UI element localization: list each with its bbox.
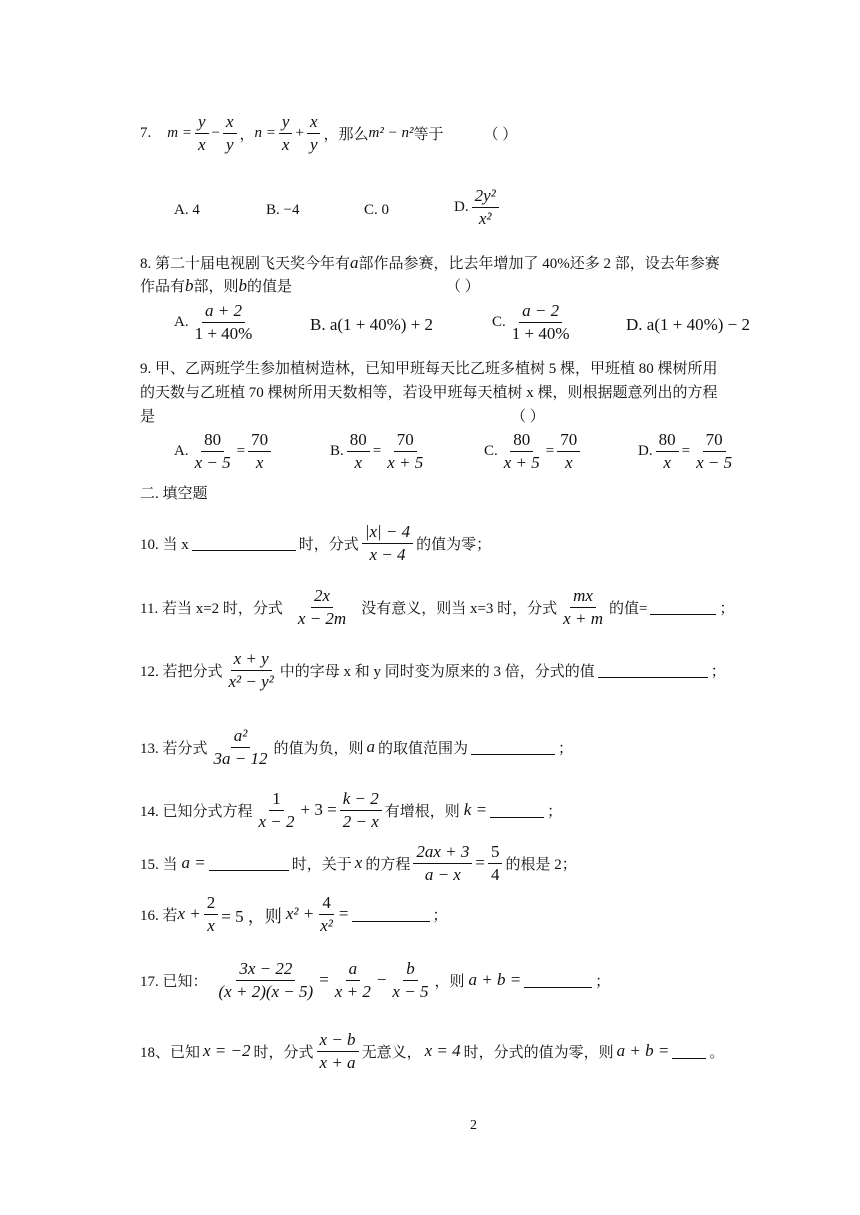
question-11 <box>140 586 734 628</box>
q9-optc-rd: x <box>564 452 573 472</box>
q7-frac-4 <box>307 112 321 154</box>
q16-d1: x <box>207 915 215 935</box>
q16-text-a: 16. 若 <box>140 907 178 924</box>
q8-opta-num: a + 2 <box>202 301 245 323</box>
q9-optb-rn: 70 <box>394 430 417 452</box>
q14-k: k = <box>463 800 488 820</box>
q17-n2: a <box>346 959 361 981</box>
q7-comma: ， <box>239 126 255 143</box>
q8-text-1b: 部作品参赛，比去年增加了 40%还多 2 部，设去年参赛 <box>358 256 720 272</box>
q16-x-plus: x + <box>177 904 201 924</box>
q15-d1: a − x <box>424 864 461 884</box>
q18-cond-1: x = −2 <box>203 1041 251 1061</box>
q17-frac-3 <box>389 959 431 1001</box>
q9-opta-rhs <box>248 430 271 472</box>
q9-opta-rn: 70 <box>248 430 271 452</box>
q11-n1: 2x <box>311 586 333 608</box>
q7-f3-num: y <box>279 112 293 134</box>
q10-text-c: 的值为零； <box>416 536 492 553</box>
q7-frac-2 <box>223 112 237 154</box>
q12-num: x + y <box>231 649 272 671</box>
q12-frac <box>226 649 277 691</box>
q10-text-a: 10. 当 x <box>140 536 189 553</box>
q9-answer-paren: （ ） <box>511 409 545 425</box>
q14-plus: + 3 = <box>300 800 337 820</box>
q9-line-2: 的天数与乙班植 70 棵树所用天数相等，若设甲班每天植树 x 棵，则根据题意列出的方程 <box>140 385 718 401</box>
q9-line-1: 9. 甲、乙两班学生参加植树造林，已知甲班每天比乙班多植树 5 棵，甲班植 80 棵树所用 <box>140 361 718 377</box>
q16-eq: = <box>338 904 349 924</box>
q9-optc-eq: = <box>545 442 555 459</box>
q7-f2-den: y <box>225 134 234 154</box>
q16-n2: 4 <box>319 893 334 915</box>
q17-text-a: 17. 已知： <box>140 973 208 990</box>
question-7 <box>140 112 517 154</box>
q14-frac-2 <box>340 789 382 831</box>
section-fill-blank-heading: 二. 填空题 <box>140 486 208 502</box>
question-12 <box>140 649 726 691</box>
q9-optd-eq: = <box>681 442 691 459</box>
q17-d2: x + 2 <box>334 981 371 1001</box>
q13-text-c: 的取值范围为 <box>378 740 469 757</box>
q7-f1-den: x <box>197 134 206 154</box>
q7-op2: + <box>295 124 304 141</box>
q18-ab: a + b = <box>616 1041 670 1061</box>
q7-expr: m² − n² <box>368 124 414 141</box>
q9-line-3 <box>140 405 545 426</box>
q8-optc-num: a − 2 <box>519 301 562 323</box>
q9-optb-eq: = <box>372 442 382 459</box>
q8-answer-paren: （ ） <box>446 279 480 295</box>
q11-frac-2 <box>560 586 606 628</box>
q12-text-b: 中的字母 x 和 y 同时变为原来的 3 倍，分式的值 <box>279 663 595 680</box>
q7-frac-1 <box>195 112 209 154</box>
q12-den: x² − y² <box>228 671 274 691</box>
q13-num: a² <box>231 726 251 748</box>
q14-text-a: 14. 已知分式方程 <box>140 803 253 820</box>
q7-f3-den: x <box>281 134 290 154</box>
q9-optd-rn: 70 <box>703 430 726 452</box>
q9-opta-ld: x − 5 <box>194 452 231 472</box>
q7-optd-num: 2y² <box>472 186 499 208</box>
q9-optc-lhs <box>501 430 543 472</box>
q17-n1: 3x − 22 <box>236 959 295 981</box>
q12-text-c: ； <box>710 663 726 680</box>
q12-text-a: 12. 若把分式 <box>140 663 223 680</box>
q11-text-c: 的值= <box>608 600 648 617</box>
q15-text-a: 15. 当 <box>140 856 178 873</box>
q13-frac <box>211 726 271 768</box>
q14-answer-blank[interactable] <box>490 803 544 818</box>
q17-minus: − <box>376 970 387 990</box>
q9-optd-rd: x − 5 <box>696 452 733 472</box>
q8-option-c <box>492 301 576 343</box>
q9-text-3: 是 <box>140 409 156 425</box>
q9-opta-ln: 80 <box>201 430 224 452</box>
q9-optb-ld: x <box>354 452 363 472</box>
q7-op1: − <box>211 124 220 141</box>
question-17 <box>140 959 610 1001</box>
q9-optc-label: C. <box>484 442 498 459</box>
q11-n2: mx <box>570 586 596 608</box>
q9-optc-rn: 70 <box>557 430 580 452</box>
q8-option-a <box>174 301 258 343</box>
q8-option-b: B. a(1 + 40%) + 2 <box>310 315 434 334</box>
q7-f1-num: y <box>195 112 209 134</box>
q11-answer-blank[interactable] <box>650 600 716 615</box>
q14-n2: k − 2 <box>340 789 382 811</box>
question-16 <box>140 893 448 935</box>
q17-d1: (x + 2)(x − 5) <box>218 981 314 1001</box>
q15-frac-1 <box>413 842 472 884</box>
q15-a-eq: a = <box>181 853 206 873</box>
q10-num: |x| − 4 <box>362 522 413 544</box>
q17-frac-2 <box>332 959 374 1001</box>
q7-answer-paren: （ ） <box>483 126 518 143</box>
q8-text-1: 8. 第二十届电视剧飞天奖今年有 <box>140 256 351 272</box>
q13-var-a: a <box>366 737 376 757</box>
q8-optc-frac <box>509 301 573 343</box>
q9-optd-ld: x <box>663 452 671 472</box>
q7-optd-den: x² <box>478 208 492 228</box>
q15-text-c: 的方程 <box>365 856 411 873</box>
q16-frac-1 <box>204 893 219 935</box>
q8-text-2c: 的值是 <box>247 279 293 295</box>
q14-text-b: 有增根，则 <box>384 803 460 820</box>
q9-optd-lhs <box>656 430 679 472</box>
q14-text-c: ； <box>547 803 563 820</box>
q16-text-b: = 5 ，则 <box>221 906 282 926</box>
q18-text-e: 。 <box>709 1044 725 1061</box>
q16-frac-2 <box>317 893 336 935</box>
q18-frac <box>317 1030 359 1072</box>
page-number: 2 <box>470 1118 477 1133</box>
q13-den: 3a − 12 <box>213 748 268 768</box>
q16-n1: 2 <box>204 893 219 915</box>
q7-n-lhs: n = <box>254 124 276 141</box>
q11-text-b: 没有意义，则当 x=3 时，分式 <box>361 600 558 617</box>
q13-text-a: 13. 若分式 <box>140 740 208 757</box>
q9-optd-rhs <box>693 430 735 472</box>
q7-option-b: B. −4 <box>266 202 300 218</box>
q10-den: x − 4 <box>369 544 406 564</box>
q15-n2: 5 <box>488 842 503 864</box>
question-14 <box>140 789 562 831</box>
q7-frac-3 <box>279 112 293 154</box>
q18-answer-blank[interactable] <box>672 1044 706 1059</box>
q17-n3: b <box>403 959 418 981</box>
q14-frac-1 <box>256 789 298 831</box>
q11-frac-1 <box>295 586 349 628</box>
q17-ab: a + b = <box>468 970 522 990</box>
q7-f4-num: x <box>307 112 321 134</box>
q7-option-a: A. 4 <box>174 202 200 218</box>
q9-optc-rhs <box>557 430 580 472</box>
question-8-line-1 <box>140 252 720 273</box>
q8-optc-label: C. <box>492 313 506 330</box>
q10-answer-blank[interactable] <box>192 536 296 551</box>
q8-text-2b: 部，则 <box>193 279 239 295</box>
q16-d2: x² <box>320 915 333 935</box>
q9-option-b <box>330 430 429 472</box>
q9-optb-ln: 80 <box>347 430 370 452</box>
q9-optb-rhs <box>384 430 426 472</box>
q11-text-d: ； <box>719 600 735 617</box>
q10-text-b: 时，分式 <box>298 536 359 553</box>
q17-frac-1 <box>216 959 317 1001</box>
question-15 <box>140 842 577 884</box>
q7-m-lhs: m = <box>167 124 192 141</box>
question-10 <box>140 522 491 564</box>
q18-den: x + a <box>319 1052 356 1072</box>
q8-opta-den: 1 + 40% <box>194 323 253 343</box>
question-18 <box>140 1030 724 1072</box>
q8-text-2a: 作品有 <box>140 279 186 295</box>
q8-opta-frac <box>192 301 256 343</box>
q18-text-d: 时，分式的值为零，则 <box>463 1044 614 1061</box>
q7-option-d <box>454 186 502 228</box>
q15-var-x: x <box>354 853 363 873</box>
q9-optb-lhs <box>347 430 370 472</box>
question-13 <box>140 726 573 768</box>
q7-tail: 等于 <box>413 126 444 143</box>
q8-var-b: b <box>185 275 194 295</box>
q8-var-a: a <box>350 252 359 272</box>
q9-opta-eq: = <box>236 442 246 459</box>
q17-answer-blank[interactable] <box>524 973 592 988</box>
q12-answer-blank[interactable] <box>598 663 708 678</box>
q17-d3: x − 5 <box>392 981 429 1001</box>
q9-optb-label: B. <box>330 442 344 459</box>
q9-optd-ln: 80 <box>656 430 679 452</box>
q15-d2: 4 <box>490 864 500 884</box>
q10-frac <box>362 522 413 564</box>
q7-f2-num: x <box>223 112 237 134</box>
q9-optc-ld: x + 5 <box>503 452 540 472</box>
q15-n1: 2ax + 3 <box>413 842 472 864</box>
q16-text-d: ； <box>432 907 448 924</box>
q8-option-d: D. a(1 + 40%) − 2 <box>626 315 750 334</box>
q18-text-c: 无意义， <box>361 1044 422 1061</box>
q7-optd-frac <box>472 186 499 228</box>
q11-d2: x + m <box>563 608 603 628</box>
q9-opta-label: A. <box>174 442 189 459</box>
q9-optc-ln: 80 <box>510 430 533 452</box>
q7-text: ，那么 <box>323 126 369 143</box>
q14-n1: 1 <box>269 789 284 811</box>
q16-x2-plus: x² + <box>285 904 315 924</box>
q7-f4-den: y <box>309 134 318 154</box>
q8-opta-label: A. <box>174 313 189 330</box>
q7-optd-label: D. <box>454 198 469 215</box>
q7-option-c: C. 0 <box>364 202 390 218</box>
q9-option-a <box>174 430 274 472</box>
q11-text-a: 11. 若当 x=2 时，分式 <box>140 600 283 617</box>
q15-answer-blank[interactable] <box>209 856 289 871</box>
q11-d1: x − 2m <box>297 608 347 628</box>
q15-text-b: 时，关于 <box>291 856 352 873</box>
q18-text-a: 18、已知 <box>140 1044 201 1061</box>
q9-opta-lhs <box>192 430 234 472</box>
q16-answer-blank[interactable] <box>352 907 430 922</box>
q9-optd-label: D. <box>638 442 653 459</box>
q18-cond-2: x = 4 <box>424 1041 461 1061</box>
q7-number: 7. <box>140 124 152 141</box>
q13-text-d: ； <box>558 740 574 757</box>
q9-opta-rd: x <box>255 452 264 472</box>
q15-eq: = <box>475 853 485 873</box>
q15-text-d: 的根是 2； <box>505 856 577 873</box>
q13-answer-blank[interactable] <box>471 740 555 755</box>
q9-option-c <box>484 430 583 472</box>
q8-var-b2: b <box>238 275 248 295</box>
q17-text-c: ； <box>595 973 611 990</box>
q18-num: x − b <box>317 1030 359 1052</box>
q17-text-b: ，则 <box>434 973 465 990</box>
q9-option-d <box>638 430 738 472</box>
q14-d1: x − 2 <box>258 811 295 831</box>
q17-eq: = <box>319 970 329 990</box>
q9-optb-rd: x + 5 <box>387 452 424 472</box>
q8-optc-den: 1 + 40% <box>511 323 570 343</box>
question-8-line-2 <box>140 275 480 296</box>
q15-frac-2 <box>488 842 503 884</box>
q13-text-b: 的值为负，则 <box>273 740 364 757</box>
q14-d2: 2 − x <box>342 811 379 831</box>
q18-text-b: 时，分式 <box>253 1044 314 1061</box>
